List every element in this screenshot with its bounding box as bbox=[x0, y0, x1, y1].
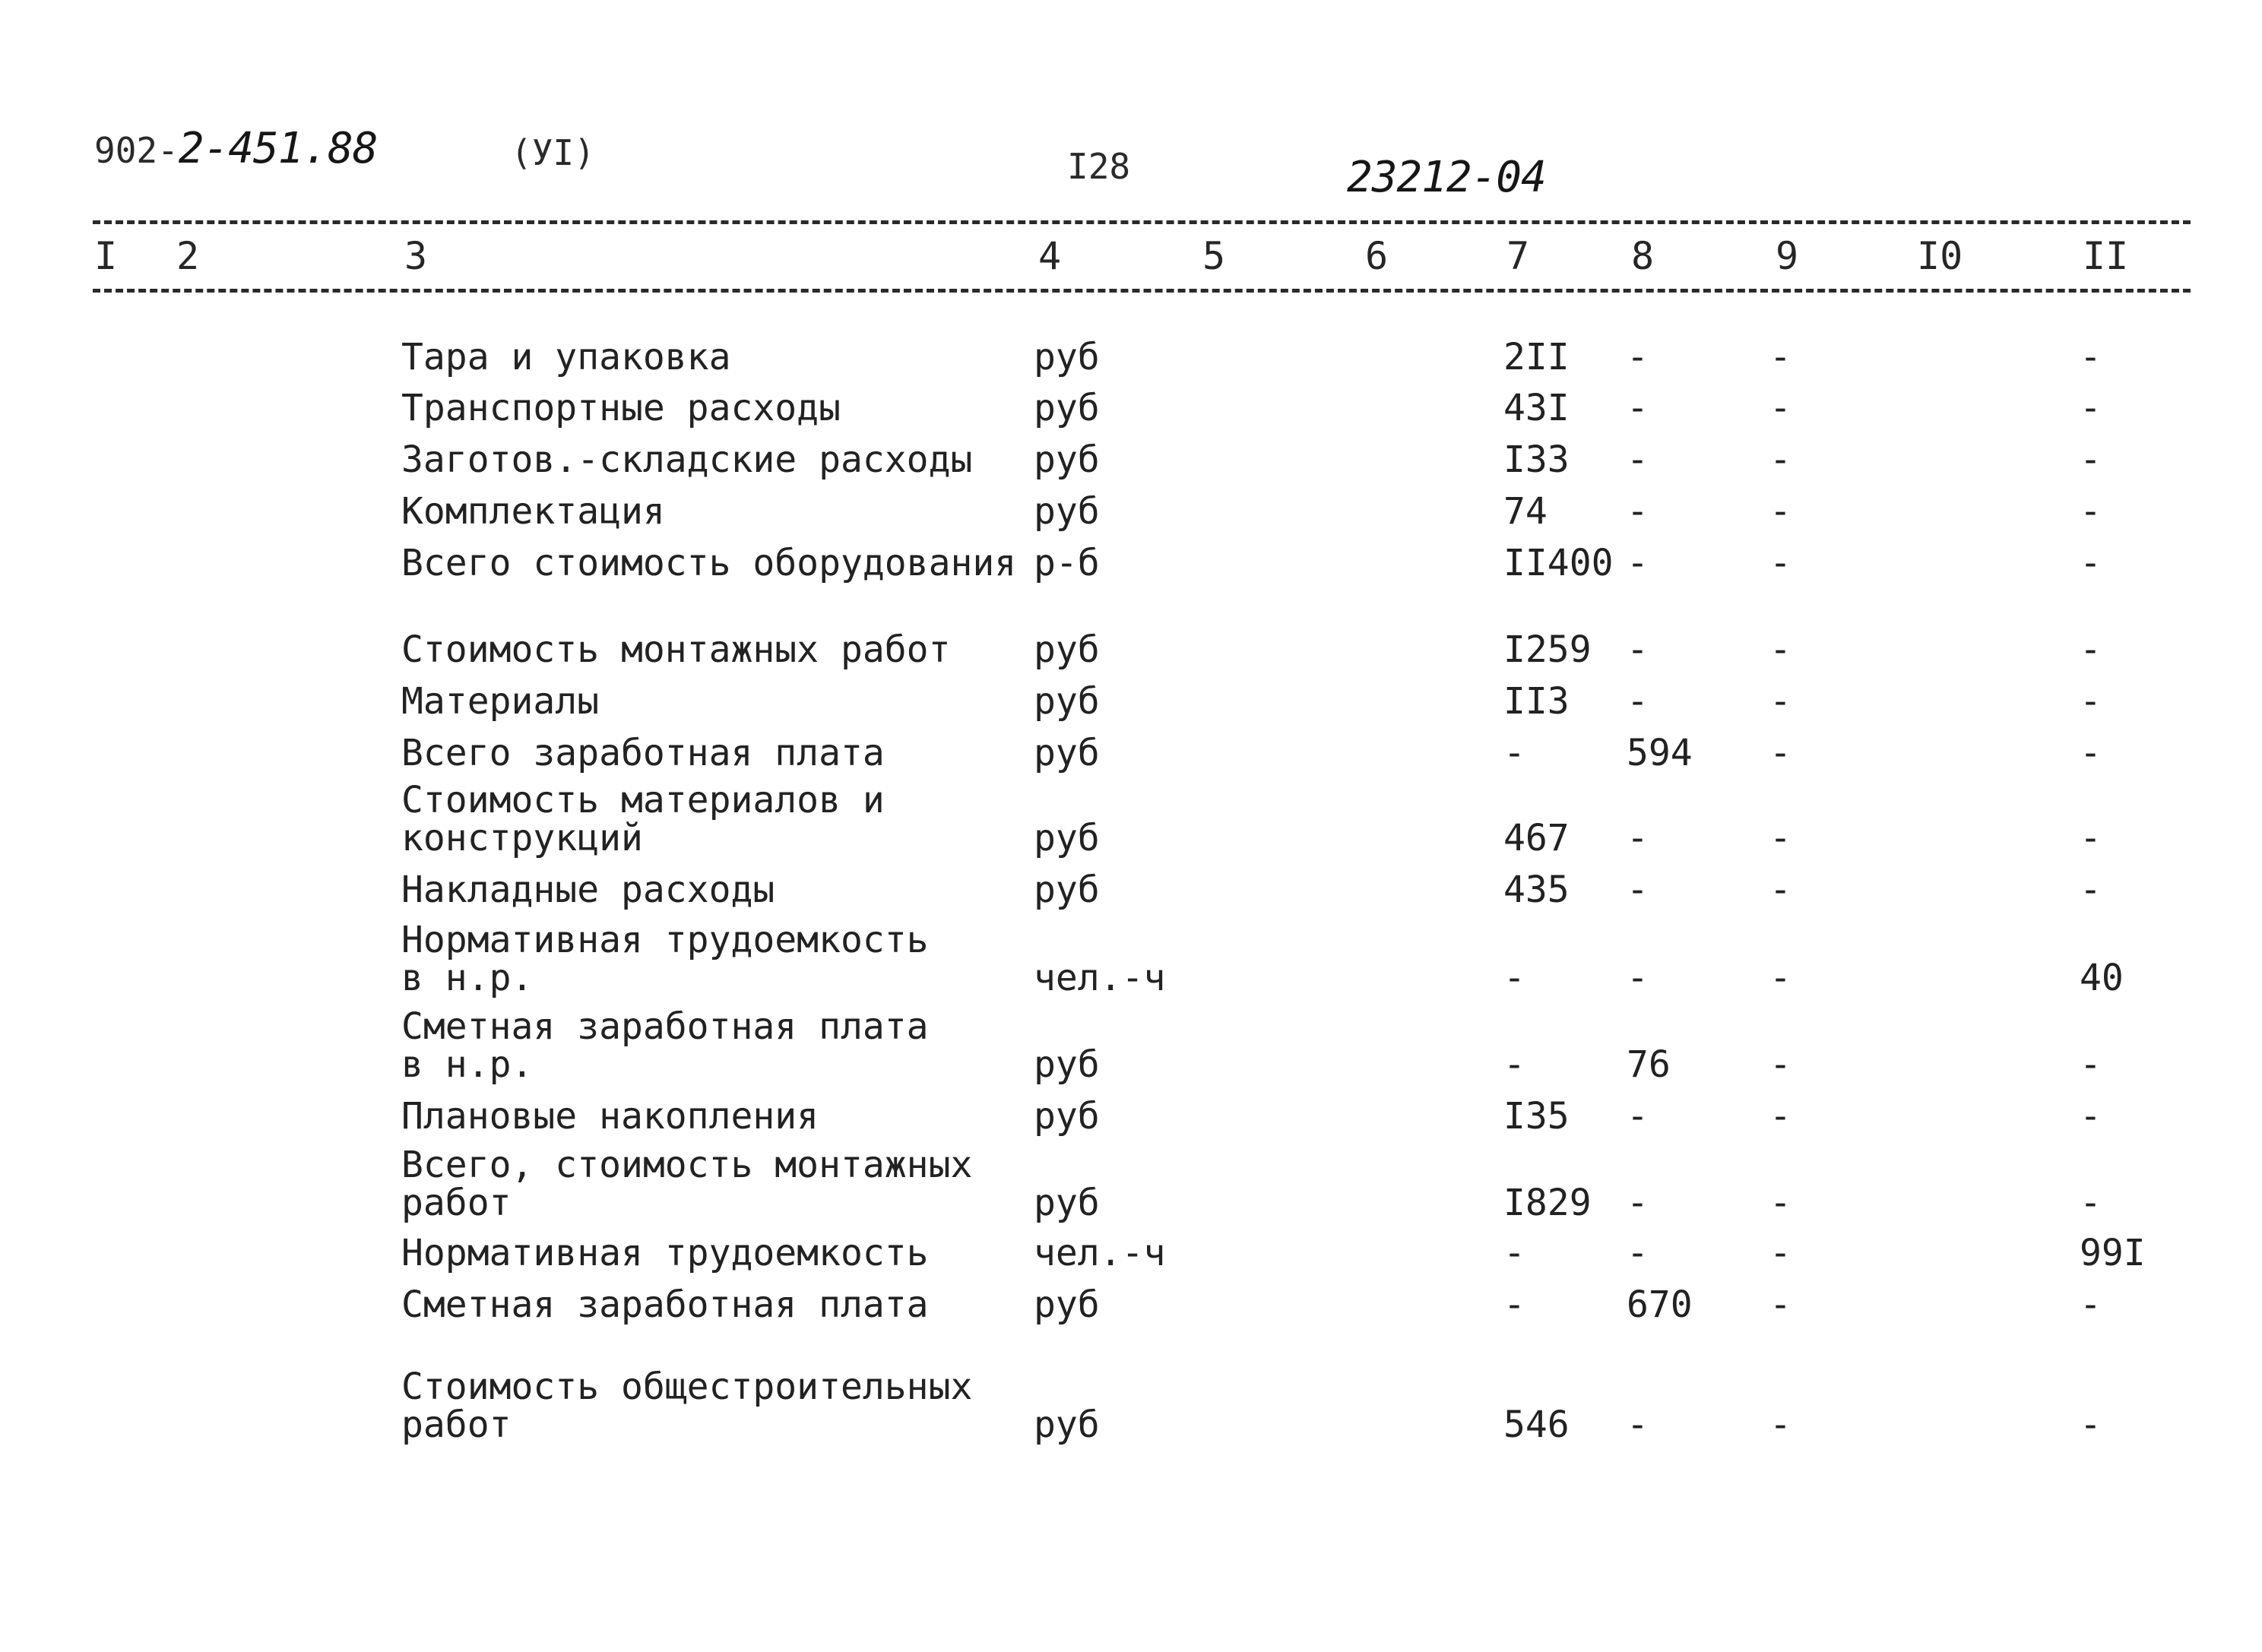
unit-of-measure: чел.-ч bbox=[1034, 957, 1166, 999]
value-column-8: - bbox=[1627, 438, 1649, 481]
value-column-8: - bbox=[1627, 387, 1649, 429]
item-name: Всего, стоимость монтажных работ bbox=[401, 1144, 973, 1224]
value-column-7: 467 bbox=[1503, 817, 1570, 859]
value-column-8: - bbox=[1627, 1232, 1649, 1274]
value-column-9: - bbox=[1769, 542, 1792, 584]
value-column-7: - bbox=[1503, 1232, 1525, 1274]
value-column-8: - bbox=[1627, 817, 1649, 859]
value-column-11: - bbox=[2080, 1043, 2102, 1086]
value-column-8: - bbox=[1627, 542, 1649, 584]
value-column-7: 74 bbox=[1503, 490, 1548, 533]
value-column-11: - bbox=[2080, 628, 2102, 671]
value-column-8: - bbox=[1627, 869, 1649, 911]
value-column-8: 594 bbox=[1627, 732, 1693, 774]
value-column-9: - bbox=[1769, 1095, 1792, 1138]
column-number-8: 8 bbox=[1631, 234, 1655, 278]
value-column-9: - bbox=[1769, 680, 1792, 723]
page-number: I28 bbox=[1067, 146, 1131, 187]
column-number-2: 2 bbox=[176, 234, 200, 278]
item-name: Сметная заработная плата bbox=[401, 1283, 929, 1326]
item-name: Нормативная трудоемкость bbox=[401, 1232, 929, 1274]
unit-of-measure: руб bbox=[1034, 732, 1100, 774]
column-number-6: 6 bbox=[1365, 234, 1389, 278]
unit-of-measure: чел.-ч bbox=[1034, 1232, 1166, 1274]
value-column-7: I829 bbox=[1503, 1182, 1592, 1224]
item-name: Плановые накопления bbox=[401, 1095, 819, 1138]
value-column-8: - bbox=[1627, 680, 1649, 723]
value-column-11: 99I bbox=[2080, 1232, 2146, 1274]
item-name: Всего заработная плата bbox=[401, 732, 885, 774]
value-column-7: II400 bbox=[1503, 542, 1614, 584]
value-column-8: - bbox=[1627, 628, 1649, 671]
value-column-8: 670 bbox=[1627, 1283, 1693, 1326]
value-column-8: - bbox=[1627, 1182, 1649, 1224]
item-name: Материалы bbox=[401, 680, 600, 723]
value-column-9: - bbox=[1769, 957, 1792, 999]
value-column-7: I259 bbox=[1503, 628, 1592, 671]
value-column-9: - bbox=[1769, 817, 1792, 859]
value-column-8: - bbox=[1627, 1404, 1649, 1446]
sheet-code: 23212-04 bbox=[1347, 153, 1546, 202]
unit-of-measure: руб bbox=[1034, 490, 1100, 533]
value-column-7: 546 bbox=[1503, 1404, 1570, 1446]
value-column-7: 435 bbox=[1503, 869, 1570, 911]
value-column-9: - bbox=[1769, 1182, 1792, 1224]
column-number-1: I bbox=[94, 234, 118, 278]
value-column-11: - bbox=[2080, 1095, 2102, 1138]
unit-of-measure: руб bbox=[1034, 628, 1100, 671]
value-column-9: - bbox=[1769, 336, 1792, 378]
value-column-7: I33 bbox=[1503, 438, 1570, 481]
column-number-4: 4 bbox=[1038, 234, 1062, 278]
value-column-9: - bbox=[1769, 1043, 1792, 1086]
value-column-9: - bbox=[1769, 438, 1792, 481]
unit-of-measure: руб bbox=[1034, 336, 1100, 378]
value-column-9: - bbox=[1769, 1404, 1792, 1446]
column-number-3: 3 bbox=[404, 234, 428, 278]
item-name: Комплектация bbox=[401, 490, 665, 533]
value-column-9: - bbox=[1769, 869, 1792, 911]
value-column-7: - bbox=[1503, 1043, 1525, 1086]
column-number-10: I0 bbox=[1917, 234, 1963, 278]
column-number-11: II bbox=[2083, 234, 2129, 278]
document-code-handwritten: 2-451.88 bbox=[178, 124, 378, 173]
unit-of-measure: руб bbox=[1034, 869, 1100, 911]
value-column-11: - bbox=[2080, 732, 2102, 774]
value-column-8: - bbox=[1627, 957, 1649, 999]
value-column-11: - bbox=[2080, 438, 2102, 481]
value-column-7: 43I bbox=[1503, 387, 1570, 429]
value-column-7: II3 bbox=[1503, 680, 1570, 723]
value-column-11: - bbox=[2080, 387, 2102, 429]
column-number-9: 9 bbox=[1776, 234, 1799, 278]
item-name: Нормативная трудоемкость в н.р. bbox=[401, 919, 929, 999]
value-column-7: - bbox=[1503, 957, 1525, 999]
unit-of-measure: руб bbox=[1034, 387, 1100, 429]
value-column-11: - bbox=[2080, 336, 2102, 378]
item-name: Стоимость материалов и конструкций bbox=[401, 779, 885, 859]
value-column-11: - bbox=[2080, 680, 2102, 723]
item-name: Стоимость общестроительных работ bbox=[401, 1366, 973, 1446]
value-column-9: - bbox=[1769, 490, 1792, 533]
value-column-8: - bbox=[1627, 490, 1649, 533]
item-name: Тара и упаковка bbox=[401, 336, 731, 378]
item-name: Стоимость монтажных работ bbox=[401, 628, 951, 671]
item-name: Заготов.-складские расходы bbox=[401, 438, 973, 481]
value-column-8: - bbox=[1627, 336, 1649, 378]
column-number-7: 7 bbox=[1506, 234, 1530, 278]
album-number: (УI) bbox=[511, 132, 595, 173]
value-column-9: - bbox=[1769, 1283, 1792, 1326]
value-column-8: - bbox=[1627, 1095, 1649, 1138]
unit-of-measure: руб bbox=[1034, 1404, 1100, 1446]
unit-of-measure: р-б bbox=[1034, 542, 1100, 584]
item-name: Сметная заработная плата в н.р. bbox=[401, 1005, 929, 1086]
value-column-11: - bbox=[2080, 1404, 2102, 1446]
value-column-9: - bbox=[1769, 732, 1792, 774]
unit-of-measure: руб bbox=[1034, 438, 1100, 481]
item-name: Транспортные расходы bbox=[401, 387, 841, 429]
unit-of-measure: руб bbox=[1034, 1043, 1100, 1086]
document-code-prefix: 902- bbox=[94, 130, 179, 171]
value-column-9: - bbox=[1769, 628, 1792, 671]
unit-of-measure: руб bbox=[1034, 1283, 1100, 1326]
value-column-11: - bbox=[2080, 490, 2102, 533]
value-column-7: 2II bbox=[1503, 336, 1570, 378]
value-column-11: - bbox=[2080, 1182, 2102, 1224]
unit-of-measure: руб bbox=[1034, 1182, 1100, 1224]
value-column-7: I35 bbox=[1503, 1095, 1570, 1138]
value-column-9: - bbox=[1769, 1232, 1792, 1274]
column-number-5: 5 bbox=[1202, 234, 1226, 278]
value-column-9: - bbox=[1769, 387, 1792, 429]
unit-of-measure: руб bbox=[1034, 1095, 1100, 1138]
value-column-11: - bbox=[2080, 1283, 2102, 1326]
value-column-11: - bbox=[2080, 542, 2102, 584]
value-column-11: 40 bbox=[2080, 957, 2124, 999]
unit-of-measure: руб bbox=[1034, 680, 1100, 723]
value-column-11: - bbox=[2080, 817, 2102, 859]
item-name: Всего стоимость оборудования bbox=[401, 542, 1017, 584]
value-column-7: - bbox=[1503, 732, 1525, 774]
value-column-8: 76 bbox=[1627, 1043, 1671, 1086]
item-name: Накладные расходы bbox=[401, 869, 775, 911]
value-column-11: - bbox=[2080, 869, 2102, 911]
value-column-7: - bbox=[1503, 1283, 1525, 1326]
unit-of-measure: руб bbox=[1034, 817, 1100, 859]
